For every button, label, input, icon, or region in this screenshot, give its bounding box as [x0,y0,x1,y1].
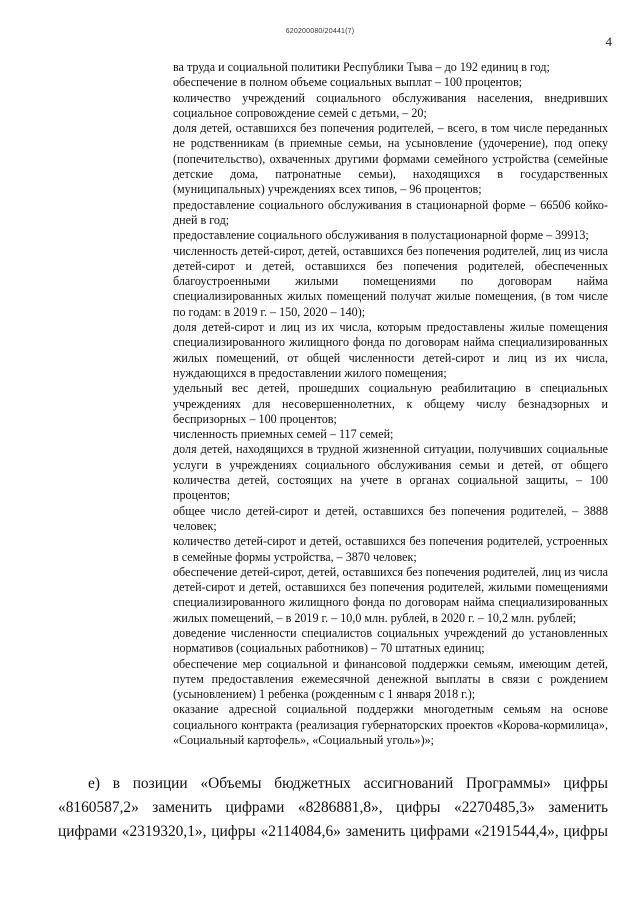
document-code: 620200080/20441(7) [285,28,355,35]
indicator-list [173,60,608,748]
list-item: доля детей-сирот и лиц из их числа, которым предоставлены жилые помещения специализированного жилищного фонда по договорам найма специализированных жилых помещений, от общей численности детей-сирот и лиц из их числа, нуждающихся в предоставлении жилого помещения; [173,320,608,380]
list-item: доля детей, оставшихся без попечения родителей, – всего, в том числе переданных не родственникам (в приемные семьи, на усыновление (удочерение), под опеку (попечительство), охваченных другими формами семейного устройства (семейные детские дома, патронатные семьи), находящихся в государственных (муниципальных) учреждениях всех типов, – 96 процентов; [173,121,608,197]
list-item: предоставление социального обслуживания в полустационарной форме – 39913; [173,228,589,243]
list-item: обеспечение детей-сирот, детей, оставшихся без попечения родителей, лиц из числа детей-сирот и детей, оставшихся без попечения родителей, жилыми помещениями специализированного жилищного фонда по договорам найма специализированных жилых помещений, – в 2019 г. – 10,0 млн. рублей, в 2020 г. – 10,2 млн. рублей; [173,564,608,625]
list-item: количество детей-сирот и детей, оставшихся без попечения родителей, устроенных в семейные формы устройства, – 3870 человек; [173,534,608,564]
list-item: предоставление социального обслуживания в стационарной форме – 66506 койко-дней в год; [173,197,608,227]
list-item: обеспечение в полном объеме социальных выплат – 100 процентов; [173,75,523,90]
list-item: ва труда и социальной политики Республики Тыва – до 192 единиц в год; [173,60,550,74]
amendment-paragraph [58,772,608,844]
list-item: удельный вес детей, прошедших социальную реабилитацию в специальных учреждениях для несовершеннолетних, к общему числу безнадзорных и беспризорных – 100 процентов; [173,381,608,426]
list-item: численность приемных семей – 117 семей; [173,427,394,442]
list-item: общее число детей-сирот и детей, оставшихся без попечения родителей, – 3888 человек; [173,503,608,533]
list-item: доля детей, находящихся в трудной жизненной ситуации, получивших социальные услуги в учреждениях социального обслуживания семьи и детей, от общего количества детей, состоящих на учете в органах социальной защиты, – 100 процентов; [173,442,608,503]
amendment-text: е) в позиции «Объемы бюджетных ассигнований Программы» цифры «8160587,2» заменить цифрами «8286881,8», цифры «2270485,3» заменить цифрами «2319320,1», цифры «2114084,6» заменить цифрами «2191544,4», цифры [58,775,608,840]
list-item: обеспечение мер социальной и финансовой поддержки семьям, имеющим детей, путем предоставления ежемесячной денежной выплаты в связи с рождением (усыновлением) 1 ребенка (рожденным с 1 января 2018 г.); [173,656,608,702]
list-item: доведение численности специалистов социальных учреждений до установленных нормативов (социальных работников) – 70 штатных единиц; [173,625,608,656]
page-number: 4 [605,34,612,49]
list-item: численность детей-сирот, детей, оставшихся без попечения родителей, лиц из числа детей-сирот и детей, оставшихся без попечения родителей, обеспеченных благоустроенными жилыми помещениями по договорам найма специализированных жилых помещений получат жилые помещения, (в том числе по годам: в 2019 г. – 150, 2020 – 140); [173,243,608,319]
list-item: количество учреждений социального обслуживания населения, внедривших социальное сопровождение семей с детьми, – 20; [173,90,608,120]
list-item: оказание адресной социальной поддержки многодетным семьям на основе социального контракта (реализация губернаторских проектов «Корова-кормилица», «Социальный картофель», «Социальный уголь»)»; [173,702,608,748]
